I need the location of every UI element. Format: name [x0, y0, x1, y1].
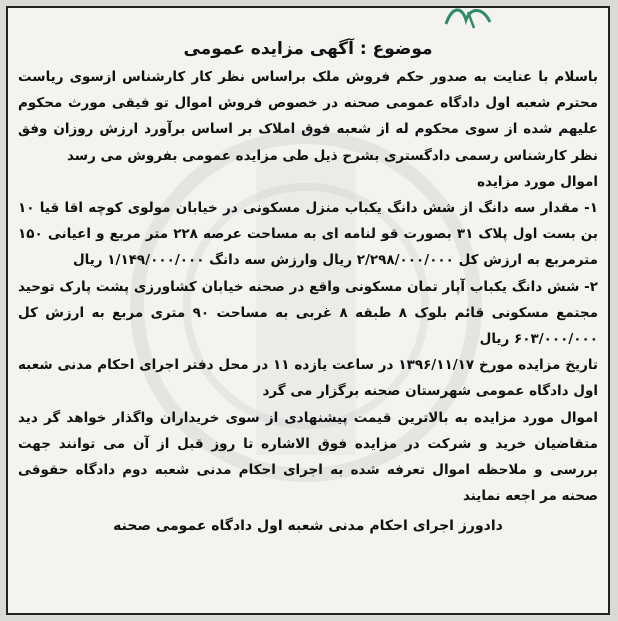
item-2: ۲- شش دانگ یکباب آپار تمان مسکونی واقع در صحنه خیابان کشاورزی پشت پارک توحید مجتمع مسکونی قائم بلوک ۸ طبقه ۸ غربی به مساحت ۹۰ متری مربع به ارزش کل ۶۰۳/۰۰۰/۰۰۰ ریال: [18, 278, 598, 348]
item-1: ۱- مقدار سه دانگ از شش دانگ یکباب منزل مسکونی در خیابان مولوی کوچه اقا قیا ۱۰ بن بست اول پلاک ۳۱ بصورت قو لنامه ای به مساحت عرصه ۲۲۸ متر مربع و اعیانی ۱۵۰ مترمربع به ارزش کل ۲/۲۹۸/۰۰۰/۰۰۰ ریال وارزش سه دانگ ۱/۱۴۹/۰۰۰/۰۰۰ ریال: [18, 200, 598, 269]
notice-body: [18, 38, 598, 540]
notice-title: موضوع : آگهی مزایده عمومی: [183, 39, 433, 59]
terms-paragraph: اموال مورد مزایده به بالاترین قیمت پیشنهادی از سوی خریداران واگذار خواهد گر دید متقاضیان خرید و شرکت در مزایده فوق الاشاره تا روز قبل از آن می توانند جهت بررسی و ملاحظه اموال تعرفه شده به اجرای احکام مدنی شعبه دوم دادگاه حقوقی صحنه مر اجعه نمایند: [18, 409, 598, 505]
intro-paragraph: باسلام با عنایت به صدور حکم فروش ملک براساس نظر کار کارشناس ازسوی ریاست محترم شعبه اول دادگاه عمومی صحنه در خصوص فروش اموال تو فیقی مورث محکوم علیهم شده از سوی محکوم له از شعبه فوق املاک بر اساس برآورد ارزش روزان وفق نظر کارشناس رسمی دادگستری بشرح ذیل طی مزایده عمومی بفروش می رسد: [18, 69, 598, 164]
stamp-mark: [438, 6, 498, 32]
auction-date: تاریخ مزایده مورخ ۱۳۹۶/۱۱/۱۷ در ساعت یازده ۱۱ در محل دفتر اجرای احکام مدنی شعبه اول دادگاه عمومی شهرستان صحنه برگزار می گرد: [18, 357, 598, 400]
signature-line: دادورز اجرای احکام مدنی شعبه اول دادگاه عمومی صحنه: [113, 518, 503, 535]
items-heading: اموال مورد مزایده: [477, 173, 598, 190]
notice-paper: [6, 6, 610, 615]
